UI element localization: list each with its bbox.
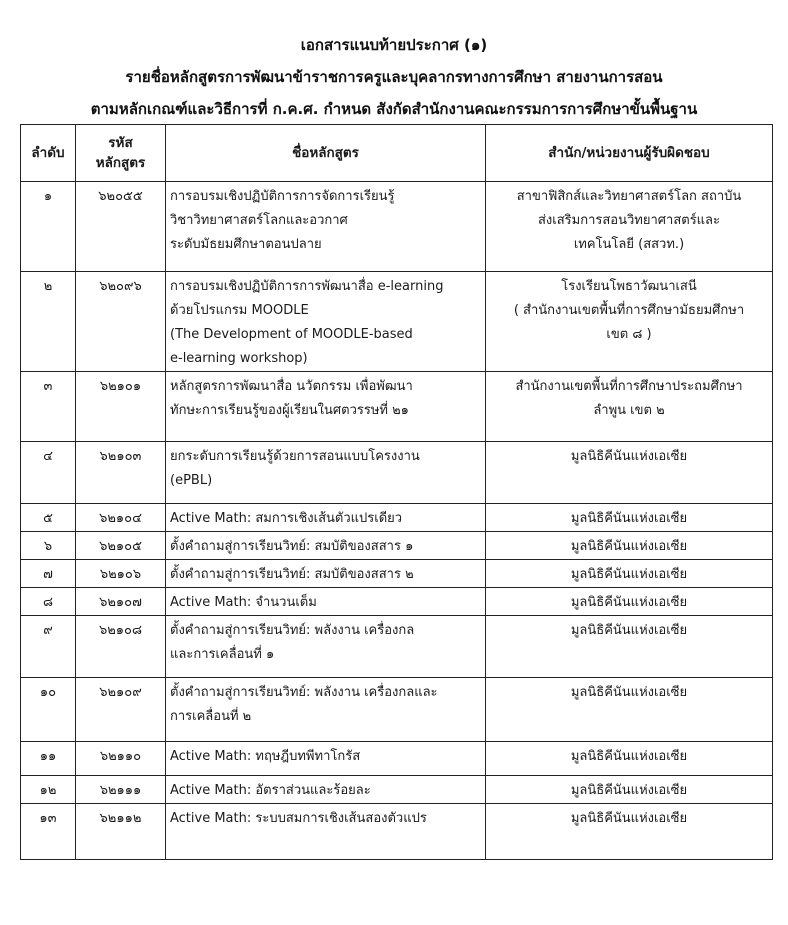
course-name-text: หลักสูตรการพัฒนาสื่อ นวัตกรรม เพื่อพัฒนา ทักษะการเรียนรู้ของผู้เรียนในศตวรรษที่ ๒๑ xyxy=(170,379,413,418)
responsible-unit xyxy=(486,560,773,588)
row-number-text: ๗ xyxy=(43,567,53,582)
row-number-text: ๓ xyxy=(43,379,53,394)
course-name-text: ตั้งคำถามสู่การเรียนวิทย์: สมบัติของสสาร ๑ xyxy=(170,539,414,554)
table-row xyxy=(21,442,773,504)
table-row xyxy=(21,616,773,678)
responsible-unit-text: มูลนิธิคีนันแห่งเอเซีย xyxy=(570,685,688,700)
responsible-unit-text: มูลนิธิคีนันแห่งเอเซีย xyxy=(570,511,688,526)
column-header-name: ชื่อหลักสูตร xyxy=(166,125,486,182)
responsible-unit-text: มูลนิธิคีนันแห่งเอเซีย xyxy=(570,539,688,554)
table-row xyxy=(21,560,773,588)
row-number-text: ๔ xyxy=(43,449,53,464)
row-number-text: ๑ xyxy=(43,189,53,204)
course-name xyxy=(166,560,486,588)
course-name xyxy=(166,742,486,776)
table-row xyxy=(21,372,773,442)
course-name xyxy=(166,588,486,616)
responsible-unit-text: มูลนิธิคีนันแห่งเอเซีย xyxy=(570,623,688,638)
row-number-text: ๘ xyxy=(42,595,54,610)
row-number xyxy=(21,616,76,678)
table-row xyxy=(21,742,773,776)
responsible-unit xyxy=(486,678,773,742)
table-row xyxy=(21,182,773,272)
course-name xyxy=(166,532,486,560)
responsible-unit-text: มูลนิธิคีนันแห่งเอเซีย xyxy=(570,811,688,826)
row-number-text: ๖ xyxy=(43,539,53,554)
row-number-text: ๑๓ xyxy=(39,811,57,826)
row-number xyxy=(21,182,76,272)
course-name-text: Active Math: ทฤษฎีบทพีทาโกรัส xyxy=(170,749,361,764)
course-name xyxy=(166,804,486,860)
row-number xyxy=(21,532,76,560)
course-code-text: ๖๒๑๐๕ xyxy=(99,539,142,554)
course-name-text: Active Math: อัตราส่วนและร้อยละ xyxy=(170,783,371,798)
document-title: เอกสารแนบท้ายประกาศ (๑) xyxy=(300,36,488,54)
course-code xyxy=(76,742,166,776)
table-row xyxy=(21,272,773,372)
responsible-unit xyxy=(486,372,773,442)
course-code-text: ๖๒๐๙๖ xyxy=(99,279,142,294)
row-number xyxy=(21,372,76,442)
responsible-unit xyxy=(486,804,773,860)
responsible-unit-text: สาขาฟิสิกส์และวิทยาศาสตร์โลก สถาบัน ส่งเสริมการสอนวิทยาศาสตร์และ เทคโนโลยี (สสวท.) xyxy=(516,189,742,252)
course-code-text: ๖๒๑๐๑ xyxy=(99,379,142,394)
row-number xyxy=(21,776,76,804)
course-code xyxy=(76,532,166,560)
table-body xyxy=(21,182,773,860)
responsible-unit-text: โรงเรียนโพธาวัฒนาเสนี ( สำนักงานเขตพื้นที่การศึกษามัธยมศึกษา เขต ๘ ) xyxy=(513,279,745,342)
course-code-text: ๖๒๑๐๘ xyxy=(98,623,143,638)
course-code xyxy=(76,372,166,442)
course-name-text: ตั้งคำถามสู่การเรียนวิทย์: สมบัติของสสาร ๒ xyxy=(170,567,414,582)
row-number xyxy=(21,272,76,372)
row-number xyxy=(21,504,76,532)
row-number xyxy=(21,442,76,504)
table-header-row xyxy=(21,125,773,182)
row-number xyxy=(21,678,76,742)
column-header-code: รหัส หลักสูตร xyxy=(76,125,166,182)
row-number-text: ๒ xyxy=(43,279,53,294)
responsible-unit xyxy=(486,504,773,532)
course-name-text: การอบรมเชิงปฏิบัติการการจัดการเรียนรู้ วิชาวิทยาศาสตร์โลกและอวกาศ ระดับมัธยมศึกษาตอนปลาย xyxy=(170,189,395,252)
row-number-text: ๑๑ xyxy=(39,749,57,764)
course-code xyxy=(76,804,166,860)
course-name-text: Active Math: ระบบสมการเชิงเส้นสองตัวแปร xyxy=(170,811,427,826)
course-name xyxy=(166,616,486,678)
responsible-unit-text: มูลนิธิคีนันแห่งเอเซีย xyxy=(570,567,688,582)
table-row xyxy=(21,588,773,616)
course-name-text: ตั้งคำถามสู่การเรียนวิทย์: พลังงาน เครื่องกลและ การเคลื่อนที่ ๒ xyxy=(170,685,438,724)
course-name-text: การอบรมเชิงปฏิบัติการการพัฒนาสื่อ e-learning ด้วยโปรแกรม MOODLE (The Development of MOODLE-based e-learning workshop) xyxy=(170,279,444,366)
responsible-unit xyxy=(486,182,773,272)
responsible-unit xyxy=(486,442,773,504)
course-code-text: ๖๒๐๕๕ xyxy=(98,189,143,204)
course-code xyxy=(76,442,166,504)
course-code-text: ๖๒๑๑๐ xyxy=(99,749,142,764)
responsible-unit xyxy=(486,616,773,678)
course-name-text: Active Math: สมการเชิงเส้นตัวแปรเดียว xyxy=(170,511,403,526)
row-number-text: ๕ xyxy=(43,511,53,526)
course-name xyxy=(166,272,486,372)
row-number-text: ๑๒ xyxy=(39,783,57,798)
table-row xyxy=(21,804,773,860)
course-code xyxy=(76,272,166,372)
responsible-unit-text: มูลนิธิคีนันแห่งเอเซีย xyxy=(570,783,688,798)
responsible-unit-text: มูลนิธิคีนันแห่งเอเซีย xyxy=(570,749,688,764)
responsible-unit xyxy=(486,272,773,372)
responsible-unit xyxy=(486,532,773,560)
course-code-text: ๖๒๑๑๑ xyxy=(99,783,142,798)
course-name-text: Active Math: จำนวนเต็ม xyxy=(170,595,317,610)
course-name xyxy=(166,372,486,442)
row-number xyxy=(21,560,76,588)
responsible-unit xyxy=(486,776,773,804)
course-code xyxy=(76,616,166,678)
course-name-text: ยกระดับการเรียนรู้ด้วยการสอนแบบโครงงาน (ePBL) xyxy=(170,449,420,488)
course-code xyxy=(76,504,166,532)
row-number xyxy=(21,742,76,776)
document-subtitle-2: ตามหลักเกณฑ์และวิธีการที่ ก.ค.ศ. กำหนด สังกัดสำนักงานคณะกรรมการการศึกษาขั้นพื้นฐาน xyxy=(90,100,698,118)
course-code-text: ๖๒๑๑๒ xyxy=(99,811,142,826)
course-code xyxy=(76,588,166,616)
row-number-text: ๙ xyxy=(43,623,53,638)
responsible-unit xyxy=(486,742,773,776)
course-code-text: ๖๒๑๐๔ xyxy=(99,511,142,526)
row-number-text: ๑๐ xyxy=(39,685,57,700)
course-code-text: ๖๒๑๐๖ xyxy=(99,567,142,582)
course-name xyxy=(166,504,486,532)
course-table xyxy=(20,124,773,860)
responsible-unit-text: สำนักงานเขตพื้นที่การศึกษาประถมศึกษา ลำพูน เขต ๒ xyxy=(515,379,743,418)
course-code xyxy=(76,678,166,742)
row-number xyxy=(21,804,76,860)
course-name xyxy=(166,182,486,272)
table-row xyxy=(21,678,773,742)
column-header-no: ลำดับ xyxy=(21,125,76,182)
course-name xyxy=(166,442,486,504)
course-name-text: ตั้งคำถามสู่การเรียนวิทย์: พลังงาน เครื่องกล และการเคลื่อนที่ ๑ xyxy=(170,623,415,662)
responsible-unit xyxy=(486,588,773,616)
course-name xyxy=(166,678,486,742)
course-code-text: ๖๒๑๐๗ xyxy=(99,595,142,610)
table-row xyxy=(21,532,773,560)
course-name xyxy=(166,776,486,804)
course-code-text: ๖๒๑๐๓ xyxy=(99,449,142,464)
course-code xyxy=(76,560,166,588)
course-code xyxy=(76,776,166,804)
column-header-unit: สำนัก/หน่วยงานผู้รับผิดชอบ xyxy=(486,125,773,182)
document-subtitle: รายชื่อหลักสูตรการพัฒนาข้าราชการครูและบุคลากรทางการศึกษา สายงานการสอน xyxy=(125,68,663,86)
table-row xyxy=(21,504,773,532)
table-row xyxy=(21,776,773,804)
responsible-unit-text: มูลนิธิคีนันแห่งเอเซีย xyxy=(570,595,688,610)
responsible-unit-text: มูลนิธิคีนันแห่งเอเซีย xyxy=(570,449,688,464)
course-code xyxy=(76,182,166,272)
row-number xyxy=(21,588,76,616)
course-code-text: ๖๒๑๐๙ xyxy=(99,685,142,700)
